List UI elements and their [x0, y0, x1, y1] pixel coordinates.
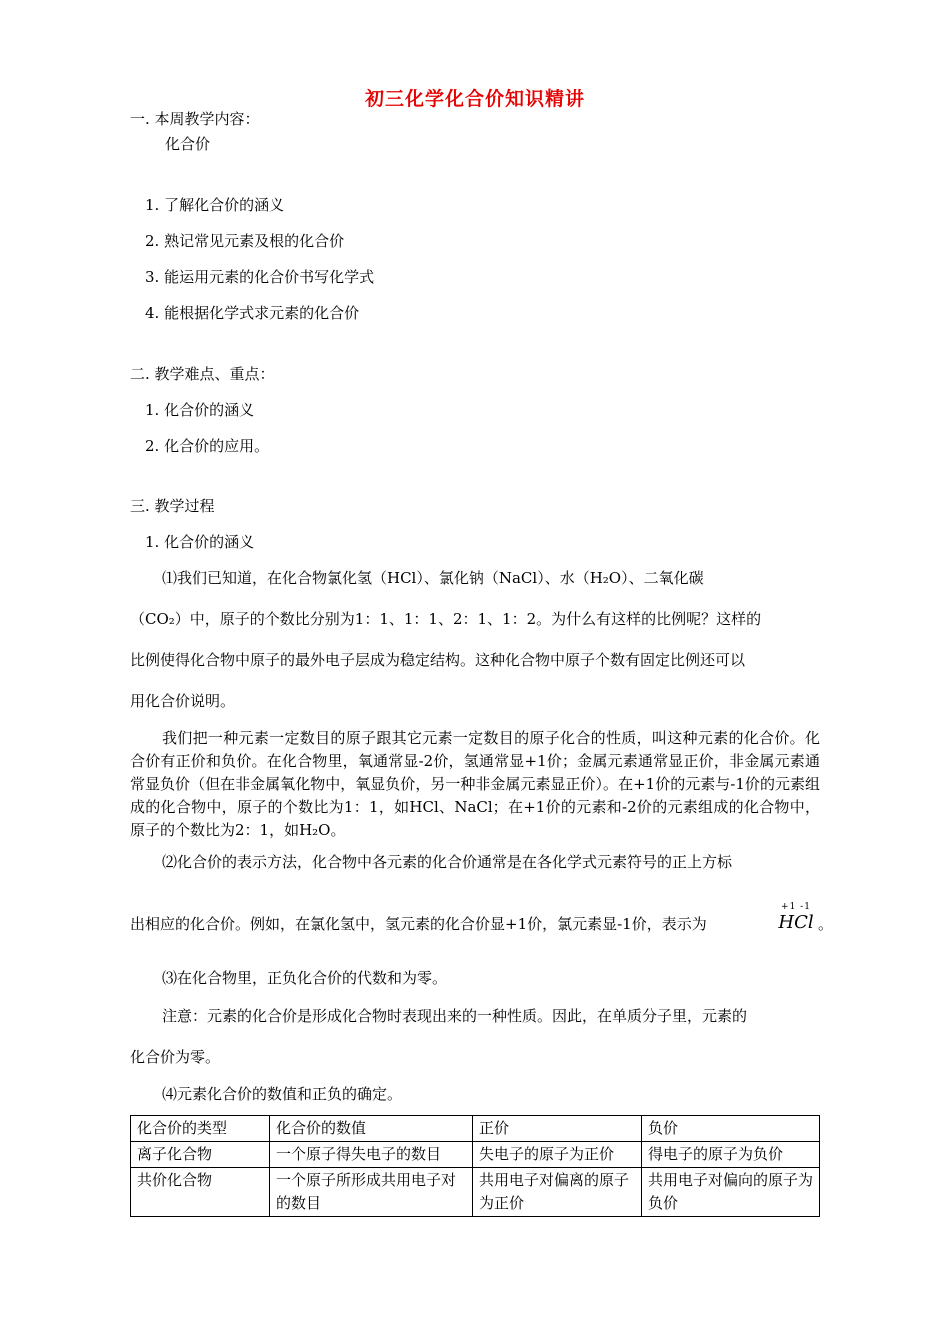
page-title: 初三化学化合价知识精讲	[364, 88, 585, 110]
table-cell: 失电子的原子为正价	[473, 1142, 642, 1168]
objective-item: 2. 熟记常见元素及根的化合价	[145, 232, 345, 250]
formula-valences: +1 -1	[781, 902, 811, 912]
table-cell: 共用电子对偏离的原子为正价	[473, 1168, 642, 1217]
formula-symbol: HCl	[778, 912, 814, 933]
table-cell: 离子化合物	[131, 1142, 270, 1168]
section-1-heading: 一. 本周教学内容：	[130, 110, 260, 128]
valence-table	[130, 1115, 820, 1217]
paragraph-5: ⑷元素化合价的数值和正负的确定。	[162, 1085, 403, 1103]
note-line: 化合价为零。	[130, 1048, 221, 1066]
paragraph-1-line: 用化合价说明。	[130, 692, 236, 710]
section-2-heading: 二. 教学难点、重点：	[130, 365, 275, 383]
subsection-heading: 1. 化合价的涵义	[145, 533, 255, 551]
paragraph-1-line: （CO₂）中，原子的个数比分别为1：1、1：1、2：1、1：2。为什么有这样的比例呢？这样的	[130, 610, 762, 628]
table-cell: 一个原子得失电子的数目	[270, 1142, 473, 1168]
section-3-heading: 三. 教学过程	[130, 497, 215, 515]
table-row	[131, 1142, 820, 1168]
table-cell: 共用电子对偏向的原子为负价	[642, 1168, 820, 1217]
key-point-item: 2. 化合价的应用。	[145, 437, 270, 455]
paragraph-3-line: 出相应的化合价。例如，在氯化氢中，氢元素的化合价显+1价，氯元素显-1价，表示为	[130, 915, 707, 933]
paragraph-4: ⑶在化合物里，正负化合价的代数和为零。	[162, 969, 448, 987]
table-cell: 得电子的原子为负价	[642, 1142, 820, 1168]
table-header-cell: 化合价的数值	[270, 1116, 473, 1142]
paragraph-1-line: 比例使得化合物中原子的最外电子层成为稳定结构。这种化合物中原子个数有固定比例还可以	[130, 651, 746, 669]
paragraph-3-line: ⑵化合价的表示方法，化合物中各元素的化合价通常是在各化学式元素符号的正上方标	[162, 853, 733, 871]
table-header-cell: 正价	[473, 1116, 642, 1142]
table-header-cell: 负价	[642, 1116, 820, 1142]
valence-definition-paragraph: 我们把一种元素一定数目的原子跟其它元素一定数目的原子化合的性质，叫这种元素的化合价。化合价有正价和负价。在化合物里，氧通常显-2价，氢通常显+1价；金属元素通常显正价，非金属元素通常显负价（但在非金属氧化物中，氧显负价，另一种非金属元素显正价）。在+1价的元素与-1价的元素组成的化合物中，原子的个数比为1：1，如HCl、NaCl；在+1价的元素和-2价的元素组成的化合物中，原子的个数比为2：1，如H₂O。	[130, 729, 820, 839]
table-header-cell: 化合价的类型	[131, 1116, 270, 1142]
valence-formula	[776, 902, 816, 934]
formula-period: 。	[818, 915, 834, 933]
objective-item: 4. 能根据化学式求元素的化合价	[145, 304, 360, 322]
key-point-item: 1. 化合价的涵义	[145, 401, 255, 419]
note-line: 注意：元素的化合价是形成化合物时表现出来的一种性质。因此，在单质分子里，元素的	[162, 1007, 748, 1025]
table-row	[131, 1168, 820, 1217]
section-1-topic: 化合价	[165, 135, 211, 153]
paragraph-1-line: ⑴我们已知道，在化合物氯化氢（HCl）、氯化钠（NaCl）、水（H₂O）、二氧化碳	[162, 569, 704, 587]
objective-item: 1. 了解化合价的涵义	[145, 196, 285, 214]
table-cell: 一个原子所形成共用电子对的数目	[270, 1168, 473, 1217]
objective-item: 3. 能运用元素的化合价书写化学式	[145, 268, 375, 286]
table-header-row	[131, 1116, 820, 1142]
table-cell: 共价化合物	[131, 1168, 270, 1217]
